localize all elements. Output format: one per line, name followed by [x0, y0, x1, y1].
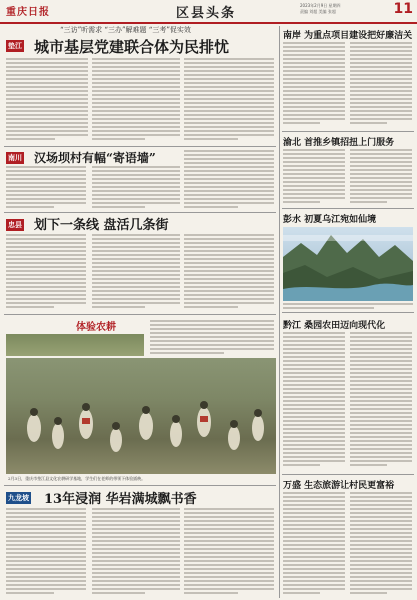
nanchuan-tag: 南川 [8, 153, 22, 162]
dianjiang-tag: 垫江 [8, 41, 22, 50]
jiulongpo-body-col3 [184, 508, 274, 598]
row-divider [282, 131, 414, 132]
wansheng-headline: 万盛 生态旅游让村民更富裕 [283, 481, 395, 491]
farming-headline: 体验农耕 [76, 322, 116, 333]
date-line: 2023年2月9日 星期四 [300, 3, 341, 8]
row-divider [4, 212, 276, 213]
row-divider [4, 485, 276, 486]
newspaper-logo: 重庆日报 [6, 7, 50, 18]
pengshui-headline: 彭水 初夏乌江宛如仙境 [283, 215, 377, 225]
jiulongpo-tag: 九龙坡 [8, 493, 29, 502]
row-divider [4, 146, 276, 147]
row-divider [282, 312, 414, 313]
wansheng-body-col2 [350, 492, 412, 598]
editors-line: 责编 刘超 美编 张超 [300, 9, 336, 14]
qianjiang-body-col2 [350, 332, 412, 470]
nanchuan-headline: 汉场坝村有幅“寄语墙” [34, 151, 156, 165]
row-divider [4, 314, 276, 315]
qianjiang-body-col1 [283, 332, 345, 470]
zhongxian-tag: 忠县 [8, 220, 22, 229]
zhongxian-body-col3 [184, 234, 274, 312]
jiulongpo-body-col2 [92, 508, 180, 598]
dianjiang-body-col3 [184, 58, 274, 144]
dianjiang-body-col2 [92, 58, 180, 144]
dianjiang-body-col1 [6, 58, 88, 144]
masthead [0, 0, 417, 24]
nanchuan-body-col1 [6, 166, 86, 210]
farming-photo [6, 358, 276, 474]
farming-body [150, 320, 274, 356]
yubei-body-col2 [350, 149, 412, 205]
nanan-body-col2 [350, 42, 412, 128]
zhongxian-headline: 划下一条线 盘活几条街 [34, 218, 169, 233]
pengshui-caption-line [283, 303, 413, 309]
zhongxian-body-col1 [6, 234, 86, 312]
nanchuan-body-col2 [92, 166, 180, 210]
section-title: 区县头条 [176, 6, 237, 21]
farming-caption: 2月3日，重庆市垫江县文化农耕研学基地，学生们在老师的带领下体验插秧。 [8, 476, 146, 481]
pengshui-photo [283, 227, 413, 301]
dianjiang-headline: 城市基层党建联合体为民排忧 [34, 38, 230, 56]
nanan-headline: 南岸 为重点项目建设把好廉洁关 [283, 31, 413, 41]
nanchuan-body-col3 [184, 150, 274, 210]
farming-photo-small [6, 334, 144, 356]
yubei-headline: 渝北 首推乡镇招扭上门服务 [283, 138, 395, 148]
wansheng-body-col1 [283, 492, 345, 598]
dianjiang-kicker: “三访”听需求 “三办”解难题 “三考”促实效 [60, 26, 191, 34]
zhongxian-body-col2 [92, 234, 180, 312]
jiulongpo-body-col1 [6, 508, 86, 598]
row-divider [282, 474, 414, 475]
row-divider [282, 208, 414, 209]
page-number: 11 [393, 1, 413, 17]
qianjiang-headline: 黔江 桑园农田迈向现代化 [283, 321, 386, 331]
farming-photo-scene [6, 358, 276, 474]
jiulongpo-headline: 13年浸润 华岩满城飘书香 [44, 492, 197, 507]
column-divider [279, 26, 280, 598]
pengshui-photo-scene [283, 227, 413, 301]
yubei-body-col1 [283, 149, 345, 205]
nanan-body-col1 [283, 42, 345, 128]
